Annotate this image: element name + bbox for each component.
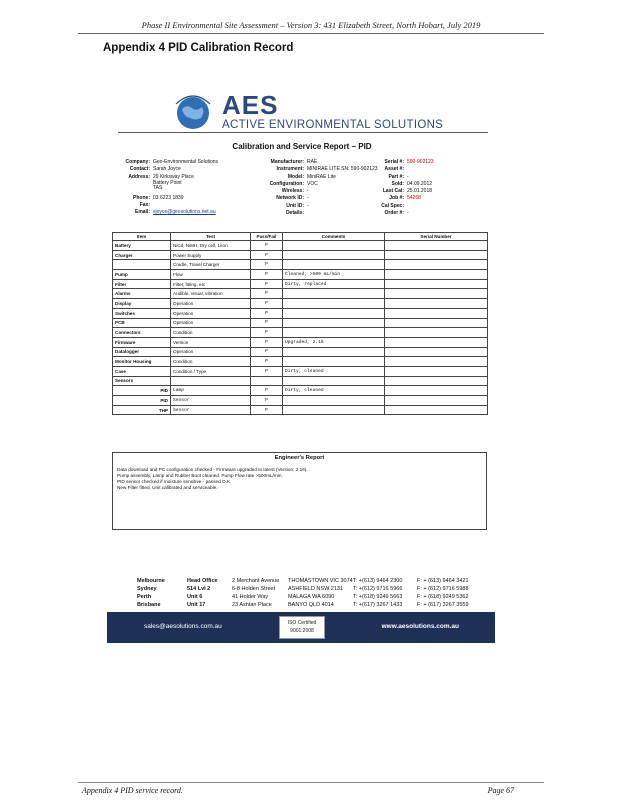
pass-fail-cell: P — [251, 337, 283, 347]
test-cell: Operation — [171, 347, 251, 357]
test-cell: Condition — [171, 357, 251, 367]
office-suburb: MALAGA WA 6090 — [288, 594, 335, 600]
instrument-label: Wireless: — [281, 188, 304, 195]
table-row — [113, 366, 488, 376]
instrument-label: Configuration: — [269, 180, 304, 187]
office-suburb: ASHFIELD NSW 2131 — [288, 586, 344, 592]
comment-cell — [283, 289, 385, 299]
test-cell: Operation — [171, 308, 251, 318]
item-cell: PCB — [113, 318, 171, 328]
serial-cell — [385, 250, 488, 260]
client-label: Address: — [128, 173, 150, 180]
office-addr: 23 Ashtan Place — [232, 602, 272, 608]
office-addr: 41 Holder Way — [232, 594, 269, 600]
item-cell: Display — [113, 299, 171, 309]
table-header-row — [113, 233, 488, 241]
serial-label: Part #: — [388, 173, 404, 180]
office-label: Head Office — [187, 578, 218, 584]
office-addr: 6-8 Holden Street — [232, 586, 276, 592]
footer-rule — [78, 782, 544, 783]
column-header: Test — [171, 233, 251, 241]
logo-rule — [118, 132, 488, 133]
office-tel: T: +(613) 9464 2300 — [353, 578, 403, 584]
item-cell: Firmware — [113, 337, 171, 347]
instrument-value: MiniRAE Lite — [307, 173, 336, 180]
table-row — [113, 318, 488, 328]
instrument-label: Details: — [285, 210, 304, 217]
instrument-label: Unit ID: — [286, 202, 304, 209]
item-cell: PID — [113, 396, 171, 406]
service-items-table — [112, 232, 488, 415]
report-line: Pump assembly, Lamp and Rubber Boot cleaned. Pump Flow rate >500mL/min. — [117, 473, 283, 478]
client-label: Company: — [125, 159, 150, 165]
serial-cell — [385, 270, 488, 280]
instrument-label: Network ID: — [276, 195, 304, 202]
test-cell: Sensor — [171, 405, 251, 415]
table-body — [113, 241, 488, 415]
office-label: Unit 6 — [187, 594, 203, 600]
comment-cell: Cleaned, >500 mL/min — [283, 270, 385, 280]
office-row — [137, 601, 477, 609]
office-suburb: THOMASTOWN VIC 3074 — [288, 578, 353, 584]
table-row — [113, 386, 488, 396]
item-cell: Monitor Housing — [113, 357, 171, 367]
comment-cell — [283, 241, 385, 251]
serial-cell — [385, 328, 488, 338]
comment-cell — [283, 396, 385, 406]
pass-fail-cell: P — [251, 299, 283, 309]
iso-line: 9001:2008 — [290, 628, 314, 634]
pass-fail-cell: P — [251, 241, 283, 251]
contact-bar — [107, 612, 495, 643]
test-cell: Condition / Type — [171, 366, 251, 376]
pass-fail-cell: P — [251, 289, 283, 299]
serial-cell — [385, 347, 488, 357]
office-city: Perth — [137, 594, 152, 600]
office-suburb: BANYO QLD 4014 — [288, 602, 334, 608]
client-value: TAS — [153, 185, 163, 192]
item-cell: Filter — [113, 279, 171, 289]
office-row — [137, 593, 477, 601]
client-value: 03 6223 1839 — [153, 194, 184, 201]
column-header: Serial Number — [385, 233, 488, 241]
serial-cell — [385, 405, 488, 415]
pass-fail-cell: P — [251, 347, 283, 357]
client-email-link[interactable]: sjoyce@geosolutions.net.au — [153, 209, 216, 216]
engineers-report — [112, 452, 487, 530]
office-row — [137, 585, 477, 593]
test-cell: Audible, visual, vibration — [171, 289, 251, 299]
test-cell: Condition — [171, 328, 251, 338]
client-label: Email: — [134, 209, 150, 216]
pass-fail-cell: P — [251, 405, 283, 415]
serial-cell — [385, 396, 488, 406]
iso-certified-badge — [279, 616, 325, 639]
serial-value: 25.01.2018 — [407, 188, 433, 195]
office-row — [137, 577, 477, 585]
comment-cell — [283, 318, 385, 328]
test-cell: NiCd, NiMH, Dry cell, LiIon — [171, 241, 251, 251]
test-cell: Power Supply — [171, 250, 251, 260]
item-cell: Sensors — [113, 376, 171, 386]
serial-cell — [385, 366, 488, 376]
office-tel: T: +(612) 9716 5966 — [353, 586, 403, 592]
pass-fail-cell: P — [251, 270, 283, 280]
engineers-report-title: Engineer's Report — [274, 455, 325, 461]
pass-fail-cell: P — [251, 396, 283, 406]
engineers-report-body — [117, 467, 308, 491]
page-title: Appendix 4 PID Calibration Record — [103, 42, 294, 54]
table-row — [113, 308, 488, 318]
serial-cell — [385, 260, 488, 270]
globe-icon — [172, 90, 214, 132]
instrument-value: RAE — [307, 159, 318, 165]
item-cell: Pump — [113, 270, 171, 280]
website-link[interactable]: www.aesolutions.com.au — [381, 623, 459, 630]
office-tel: T: +(618) 9249 5663 — [353, 594, 403, 600]
serial-label: Sold: — [391, 180, 404, 187]
test-cell: Flow — [171, 270, 251, 280]
item-cell: THP — [113, 405, 171, 415]
office-addresses — [137, 577, 477, 609]
instrument-details — [250, 159, 378, 217]
footer-caption: Appendix 4 PID service record. — [82, 786, 183, 795]
instrument-value: MINIRAE LITE SN: 590-902123 — [307, 166, 378, 173]
serial-cell — [385, 357, 488, 367]
page-number: Page 67 — [487, 786, 514, 795]
client-value: Battery Point — [153, 179, 182, 186]
table-row — [113, 279, 488, 289]
comment-cell — [283, 299, 385, 309]
client-value: Geo-Environmental Solutions — [153, 159, 219, 165]
comment-cell: Dirty, cleaned — [283, 366, 385, 376]
serial-cell — [385, 308, 488, 318]
serial-label: Order #: — [384, 210, 404, 217]
report-line: New Filter fitted. Unit calibrated and serviceable. — [117, 485, 218, 490]
instrument-label: Model: — [287, 173, 304, 180]
pass-fail-cell: P — [251, 250, 283, 260]
column-header: Comments — [283, 233, 385, 241]
aes-logo — [172, 88, 502, 136]
instrument-label: Manufacturer: — [270, 159, 304, 165]
comment-cell — [283, 347, 385, 357]
comment-cell — [283, 250, 385, 260]
pass-fail-cell: P — [251, 357, 283, 367]
serial-cell — [385, 289, 488, 299]
serial-details — [370, 159, 434, 217]
serial-label: Cal Spec: — [381, 202, 404, 209]
serial-label: Serial #: — [384, 159, 404, 165]
item-cell: Switches — [113, 308, 171, 318]
serial-cell — [385, 241, 488, 251]
test-cell: Operation — [171, 299, 251, 309]
office-addr: 2 Merchant Avenue — [232, 578, 280, 584]
serial-cell — [385, 279, 488, 289]
serial-cell — [385, 299, 488, 309]
serial-value: - — [407, 210, 409, 217]
item-cell — [113, 260, 171, 270]
table-row — [113, 328, 488, 338]
pass-fail-cell: P — [251, 318, 283, 328]
client-details — [112, 159, 218, 217]
table-row — [113, 299, 488, 309]
test-cell: Sensor — [171, 396, 251, 406]
comment-cell: Dirty, replaced — [283, 279, 385, 289]
client-label: Contact: — [129, 166, 150, 173]
pass-fail-cell: P — [251, 386, 283, 396]
table-row — [113, 347, 488, 357]
serial-label: Job #: — [389, 195, 404, 202]
test-cell: Cradle, Travel Charger — [171, 260, 251, 270]
office-fax: F: + (613) 9464 3421 — [417, 578, 469, 584]
comment-cell — [283, 308, 385, 318]
table-row — [113, 241, 488, 251]
office-label: 514 Lvl 2 — [187, 586, 211, 592]
test-cell: Lamp — [171, 386, 251, 396]
table-row — [113, 357, 488, 367]
iso-line: ISO Certified — [287, 620, 317, 626]
table-row — [113, 376, 488, 386]
column-header: Item — [113, 233, 171, 241]
test-cell — [171, 376, 251, 386]
serial-cell — [385, 337, 488, 347]
serial-value: 04.09.2012 — [407, 180, 433, 187]
serial-value: 590-902123 — [407, 159, 434, 165]
pass-fail-cell: P — [251, 260, 283, 270]
pass-fail-cell: P — [251, 279, 283, 289]
table-row — [113, 260, 488, 270]
table-row — [113, 270, 488, 280]
comment-cell: Upgraded, 2.16 — [283, 337, 385, 347]
serial-label: Asset #: — [384, 166, 404, 173]
serial-value: - — [407, 173, 409, 180]
instrument-label: Instrument: — [276, 166, 304, 173]
client-label — [112, 186, 153, 192]
email-link[interactable]: sales@aesolutions.com.au — [144, 623, 222, 630]
report-line: PID sensor checked if moisture sensitive - passed O.K. — [117, 479, 232, 484]
pass-fail-cell: P — [251, 308, 283, 318]
serial-value: 54268 — [407, 195, 421, 202]
office-fax: F: + (617) 3267 3559 — [417, 602, 469, 608]
client-value: 29 Kirksway Place — [153, 173, 194, 180]
comment-cell: Dirty, cleaned — [283, 386, 385, 396]
running-header: Phase II Environmental Site Assessment – Version 3: 431 Elizabeth Street, North Hobart, July 2019 — [141, 20, 481, 30]
item-cell: Datalogger — [113, 347, 171, 357]
table-row — [113, 405, 488, 415]
office-fax: F: + (612) 9716 5988 — [417, 586, 469, 592]
test-cell: Filter, fitting, etc — [171, 279, 251, 289]
office-label: Unit 17 — [187, 602, 206, 608]
office-city: Melbourne — [137, 578, 165, 584]
table-row — [113, 289, 488, 299]
item-cell: Case — [113, 366, 171, 376]
comment-cell — [283, 357, 385, 367]
office-tel: T: +(617) 3267 1433 — [353, 602, 403, 608]
instrument-value: - — [307, 188, 309, 195]
comment-cell — [283, 328, 385, 338]
item-cell: Connectors — [113, 328, 171, 338]
comment-cell — [283, 260, 385, 270]
office-city: Brisbane — [137, 602, 161, 608]
client-value: Sarah Joyce — [153, 166, 181, 173]
pass-fail-cell — [251, 376, 283, 386]
test-cell: Operation — [171, 318, 251, 328]
comment-cell — [283, 376, 385, 386]
serial-cell — [385, 318, 488, 328]
serial-cell — [385, 376, 488, 386]
header-rule — [78, 33, 544, 34]
serial-cell — [385, 386, 488, 396]
report-line: Data download and PC configuration checked - Firmware upgraded to latest (Version: 2.16). — [117, 467, 308, 472]
item-cell: Alarms — [113, 289, 171, 299]
serial-label: Last Cal: — [382, 188, 404, 195]
pass-fail-cell: P — [251, 366, 283, 376]
item-cell: Charger — [113, 250, 171, 260]
item-cell: PID — [113, 386, 171, 396]
office-city: Sydney — [137, 586, 157, 592]
client-label: Fax: — [139, 202, 150, 209]
item-cell: Battery — [113, 241, 171, 251]
client-label: Phone: — [133, 194, 150, 201]
comment-cell — [283, 405, 385, 415]
office-fax: F: + (618) 9249 5362 — [417, 594, 469, 600]
instrument-value: VOC — [307, 180, 318, 187]
table-row — [113, 396, 488, 406]
table-row — [113, 250, 488, 260]
table-row — [113, 337, 488, 347]
test-cell: Version — [171, 337, 251, 347]
pass-fail-cell: P — [251, 328, 283, 338]
instrument-value: - — [307, 195, 309, 202]
logo-subtitle: ACTIVE ENVIRONMENTAL SOLUTIONS — [222, 119, 444, 131]
instrument-value: - — [307, 202, 309, 209]
column-header: Pass/Fail — [251, 233, 283, 241]
report-title: Calibration and Service Report – PID — [232, 142, 372, 151]
logo-name: AES — [222, 90, 279, 120]
